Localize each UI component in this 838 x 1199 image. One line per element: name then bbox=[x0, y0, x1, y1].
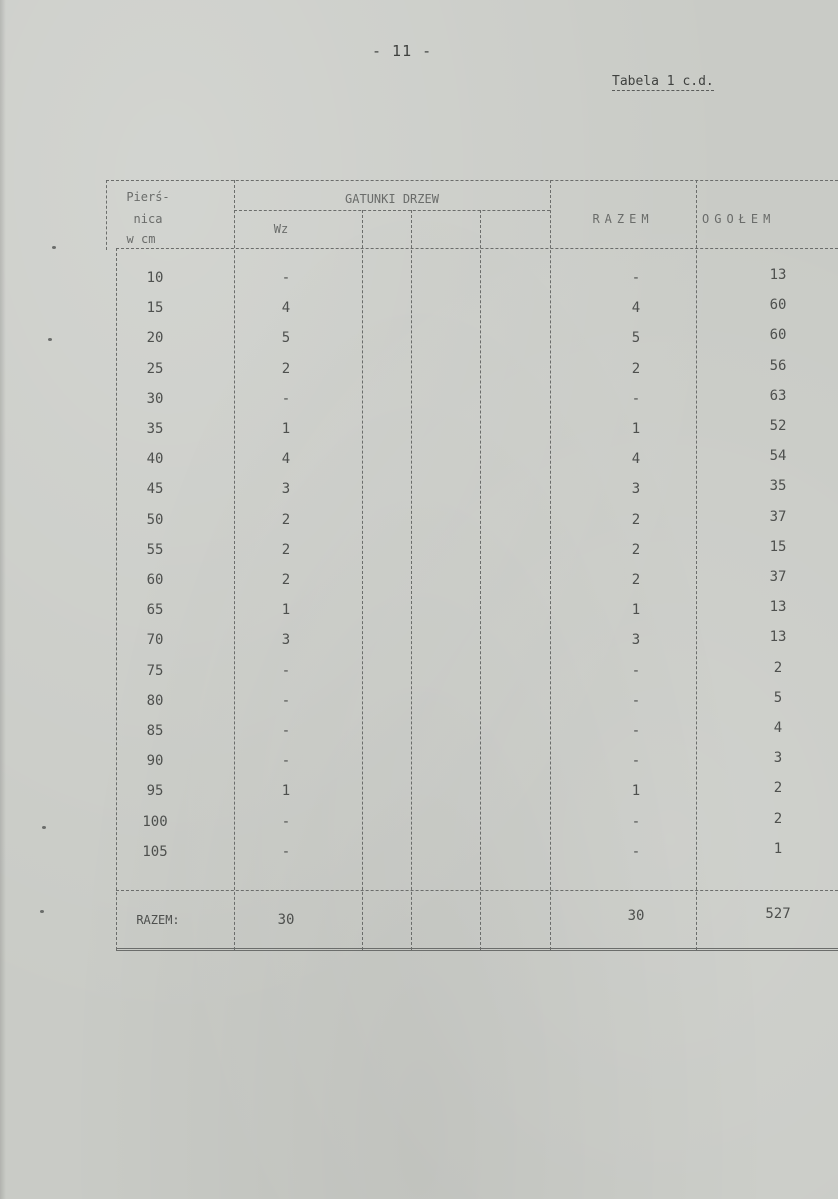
cell-diameter: 105 bbox=[142, 844, 168, 860]
cell-diameter: 100 bbox=[142, 814, 168, 830]
cell-diameter: 20 bbox=[146, 330, 164, 346]
cell-wz: 4 bbox=[281, 451, 291, 467]
cell-ogolem: 13 bbox=[769, 629, 787, 645]
cell-wz: 1 bbox=[281, 421, 291, 437]
rule-total-top bbox=[116, 890, 838, 891]
cell-razem: 4 bbox=[631, 300, 641, 316]
total-razem: 30 bbox=[627, 908, 645, 924]
cell-wz: 1 bbox=[281, 783, 291, 799]
cell-wz: - bbox=[281, 270, 291, 286]
page-number: - 11 - bbox=[372, 42, 433, 60]
cell-ogolem: 13 bbox=[769, 267, 787, 283]
cell-ogolem: 63 bbox=[769, 388, 787, 404]
rule-top bbox=[106, 180, 838, 181]
rule-species-header bbox=[234, 210, 550, 211]
cell-diameter: 75 bbox=[146, 663, 164, 679]
cell-razem: - bbox=[631, 814, 641, 830]
total-ogolem: 527 bbox=[765, 906, 791, 922]
cell-wz: 3 bbox=[281, 632, 291, 648]
rule-left bbox=[116, 248, 117, 950]
cell-diameter: 35 bbox=[146, 421, 164, 437]
cell-wz: - bbox=[281, 693, 291, 709]
cell-razem: 2 bbox=[631, 542, 641, 558]
cell-diameter: 90 bbox=[146, 753, 164, 769]
cell-razem: - bbox=[631, 723, 641, 739]
rule-col-2 bbox=[362, 210, 363, 950]
cell-wz: - bbox=[281, 663, 291, 679]
cell-razem: 1 bbox=[631, 421, 641, 437]
cell-diameter: 15 bbox=[146, 300, 164, 316]
punch-mark bbox=[52, 246, 56, 249]
cell-diameter: 50 bbox=[146, 512, 164, 528]
cell-ogolem: 2 bbox=[773, 811, 783, 827]
punch-mark bbox=[48, 338, 52, 341]
header-species-group: GATUNKI DRZEW bbox=[345, 192, 439, 206]
rule-col-6 bbox=[696, 180, 697, 950]
cell-ogolem: 56 bbox=[769, 358, 787, 374]
cell-razem: - bbox=[631, 663, 641, 679]
header-razem: RAZEM bbox=[592, 212, 654, 226]
header-diameter-line-1: Pierś- bbox=[126, 190, 170, 204]
cell-diameter: 25 bbox=[146, 361, 164, 377]
cell-wz: 4 bbox=[281, 300, 291, 316]
total-wz: 30 bbox=[277, 912, 295, 928]
data-table bbox=[106, 180, 838, 960]
cell-diameter: 45 bbox=[146, 481, 164, 497]
header-diameter-line-3: w cm bbox=[126, 232, 156, 246]
rule-bottom bbox=[116, 948, 838, 951]
cell-razem: - bbox=[631, 270, 641, 286]
cell-wz: 1 bbox=[281, 602, 291, 618]
total-label: RAZEM: bbox=[136, 913, 180, 927]
cell-ogolem: 35 bbox=[769, 478, 787, 494]
cell-razem: - bbox=[631, 844, 641, 860]
cell-ogolem: 3 bbox=[773, 750, 783, 766]
cell-razem: 2 bbox=[631, 572, 641, 588]
cell-razem: 2 bbox=[631, 361, 641, 377]
punch-mark bbox=[42, 826, 46, 829]
cell-diameter: 55 bbox=[146, 542, 164, 558]
cell-diameter: 40 bbox=[146, 451, 164, 467]
cell-wz: 2 bbox=[281, 542, 291, 558]
cell-ogolem: 4 bbox=[773, 720, 783, 736]
cell-razem: 4 bbox=[631, 451, 641, 467]
cell-wz: - bbox=[281, 753, 291, 769]
cell-diameter: 70 bbox=[146, 632, 164, 648]
cell-ogolem: 52 bbox=[769, 418, 787, 434]
cell-ogolem: 60 bbox=[769, 297, 787, 313]
rule-col-4 bbox=[480, 210, 481, 950]
cell-wz: - bbox=[281, 723, 291, 739]
cell-wz: - bbox=[281, 391, 291, 407]
rule-left-header bbox=[106, 180, 107, 250]
cell-ogolem: 15 bbox=[769, 539, 787, 555]
cell-razem: 1 bbox=[631, 602, 641, 618]
cell-razem: - bbox=[631, 391, 641, 407]
cell-wz: - bbox=[281, 814, 291, 830]
cell-wz: - bbox=[281, 844, 291, 860]
cell-razem: 3 bbox=[631, 632, 641, 648]
rule-col-3 bbox=[411, 210, 412, 950]
cell-razem: 5 bbox=[631, 330, 641, 346]
punch-mark bbox=[40, 910, 44, 913]
cell-ogolem: 2 bbox=[773, 780, 783, 796]
cell-diameter: 30 bbox=[146, 391, 164, 407]
rule-col-1 bbox=[234, 180, 235, 950]
cell-wz: 2 bbox=[281, 572, 291, 588]
table-title: Tabela 1 c.d. bbox=[612, 74, 714, 89]
cell-wz: 5 bbox=[281, 330, 291, 346]
page-edge-shadow bbox=[0, 0, 6, 1199]
cell-ogolem: 37 bbox=[769, 569, 787, 585]
cell-wz: 2 bbox=[281, 361, 291, 377]
cell-razem: - bbox=[631, 753, 641, 769]
cell-ogolem: 37 bbox=[769, 509, 787, 525]
cell-diameter: 85 bbox=[146, 723, 164, 739]
header-diameter-line-2: nica bbox=[133, 212, 163, 226]
cell-ogolem: 2 bbox=[773, 660, 783, 676]
cell-ogolem: 13 bbox=[769, 599, 787, 615]
cell-razem: 2 bbox=[631, 512, 641, 528]
cell-ogolem: 1 bbox=[773, 841, 783, 857]
header-ogolem: OGOŁEM bbox=[702, 212, 776, 226]
cell-ogolem: 54 bbox=[769, 448, 787, 464]
cell-ogolem: 60 bbox=[769, 327, 787, 343]
cell-diameter: 95 bbox=[146, 783, 164, 799]
rule-col-5 bbox=[550, 180, 551, 950]
cell-diameter: 80 bbox=[146, 693, 164, 709]
cell-diameter: 60 bbox=[146, 572, 164, 588]
cell-razem: - bbox=[631, 693, 641, 709]
cell-wz: 3 bbox=[281, 481, 291, 497]
cell-wz: 2 bbox=[281, 512, 291, 528]
rule-header-bottom bbox=[116, 248, 838, 249]
cell-razem: 1 bbox=[631, 783, 641, 799]
cell-diameter: 65 bbox=[146, 602, 164, 618]
cell-ogolem: 5 bbox=[773, 690, 783, 706]
cell-diameter: 10 bbox=[146, 270, 164, 286]
cell-razem: 3 bbox=[631, 481, 641, 497]
header-species-wz: Wz bbox=[273, 222, 289, 236]
